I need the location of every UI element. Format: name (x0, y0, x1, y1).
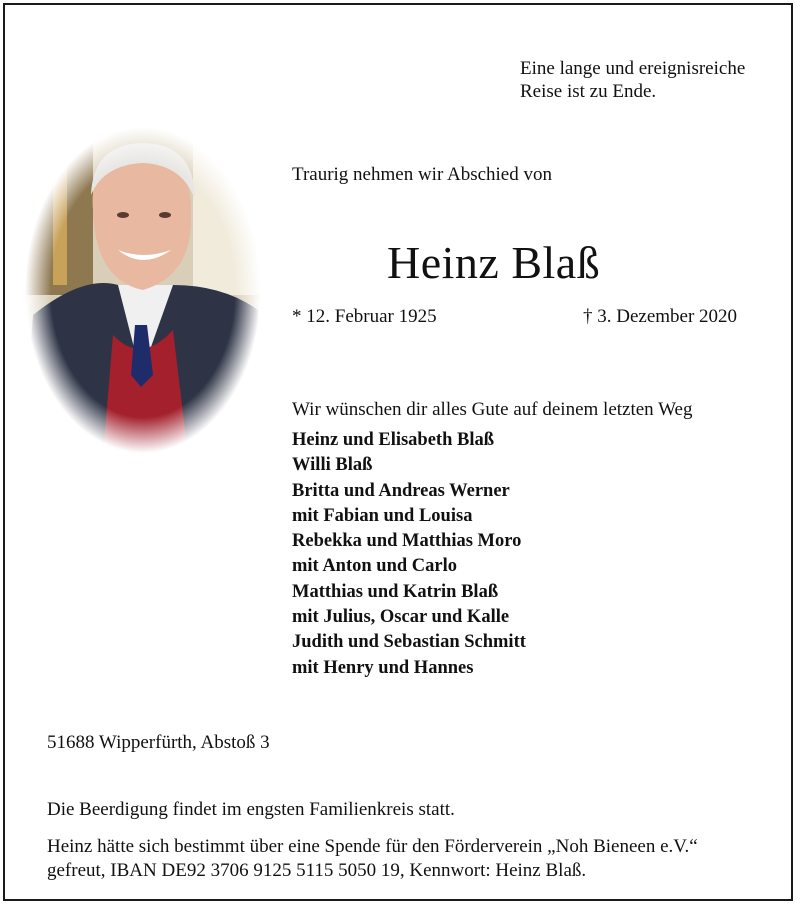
birth-date: * 12. Februar 1925 (292, 306, 437, 327)
family-member: Heinz und Elisabeth Blaß (292, 430, 495, 450)
family-member: Willi Blaß (292, 455, 373, 476)
family-member: Matthias und Katrin Blaß (292, 581, 499, 602)
farewell-text: Wir wünschen dir alles Gute auf deinem letzten Weg (292, 399, 693, 420)
portrait-photo (23, 125, 263, 455)
donation-line: Heinz hätte sich bestimmt über eine Spende für den Förderverein „Noh Bieneen e.V.“ (47, 836, 698, 857)
family-member: Rebekka und Matthias Moro (292, 531, 522, 552)
family-member: Britta und Andreas Werner (292, 480, 510, 501)
deceased-name: Heinz Blaß (387, 237, 601, 288)
family-member: mit Anton und Carlo (292, 556, 457, 577)
death-date: † 3. Dezember 2020 (583, 306, 738, 327)
family-member: mit Fabian und Louisa (292, 505, 473, 526)
family-list (292, 428, 526, 681)
family-member: mit Julius, Oscar und Kalle (292, 607, 510, 628)
motto (520, 57, 745, 103)
address: 51688 Wipperfürth, Abstoß 3 (47, 732, 270, 753)
family-member: mit Henry und Hannes (292, 657, 474, 678)
donation-line: gefreut, IBAN DE92 3706 9125 5115 5050 19, Kennwort: Heinz Blaß. (47, 860, 587, 881)
obituary-notice (3, 3, 793, 901)
motto-line: Eine lange und ereignisreiche (520, 58, 746, 79)
motto-line: Reise ist zu Ende. (520, 81, 657, 102)
funeral-note: Die Beerdigung findet im engsten Familienkreis statt. (47, 799, 455, 820)
donation-note (47, 835, 698, 883)
family-member: Judith und Sebastian Schmitt (292, 632, 526, 653)
intro-text: Traurig nehmen wir Abschied von (292, 164, 552, 185)
